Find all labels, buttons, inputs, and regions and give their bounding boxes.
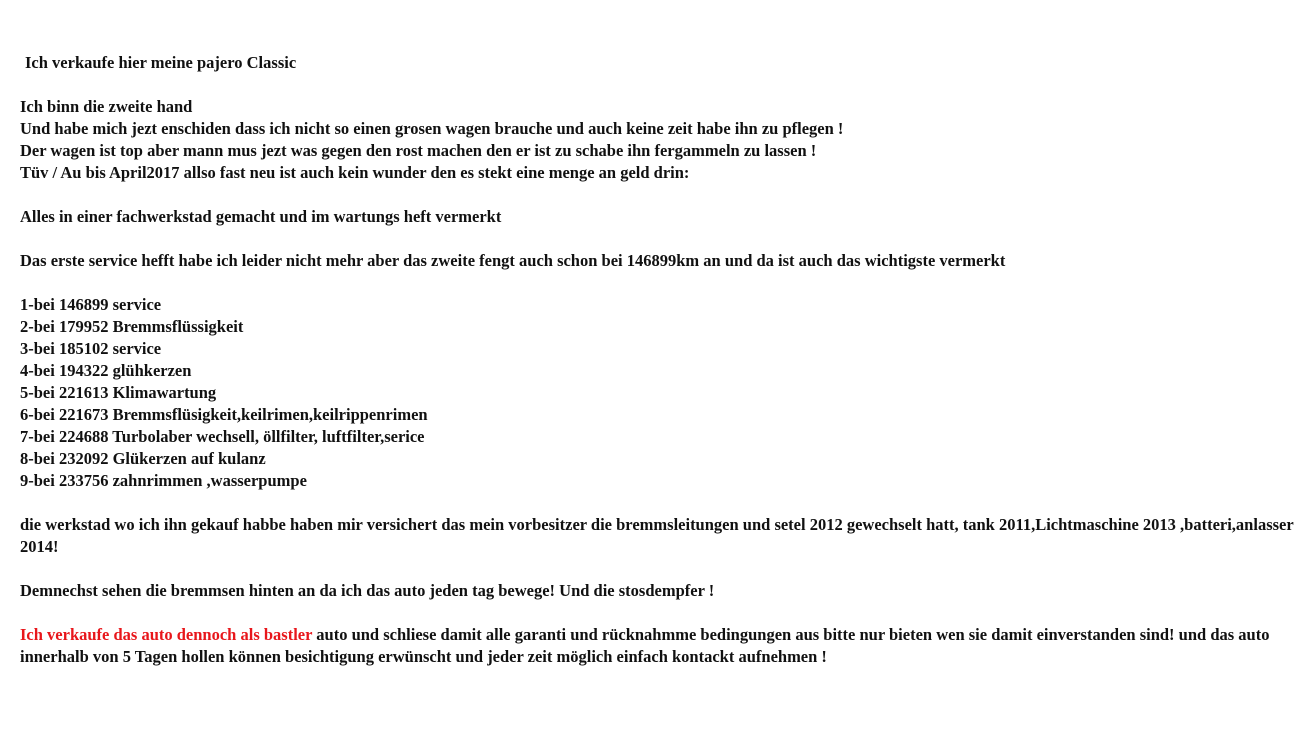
service-list-item: 6-bei 221673 Bremmsflüsigkeit,keilrimen,keilrippenrimen (20, 405, 428, 424)
spacer (20, 602, 1295, 624)
service-list-item: 2-bei 179952 Bremmsflüssigkeit (20, 317, 244, 336)
workshop-note: Alles in einer fachwerkstad gemacht und im wartungs heft vermerkt (20, 207, 502, 226)
service-list-item: 9-bei 233756 zahnrimmen ,wasserpumpe (20, 471, 307, 490)
intro-line: Ich binn die zweite hand (20, 97, 193, 116)
service-list-item: 8-bei 232092 Glükerzen auf kulanz (20, 449, 266, 468)
service-book-note: Das erste service hefft habe ich leider nicht mehr aber das zweite fengt auch schon bei 146899km an und da ist auch das wichtigste vermerkt (20, 251, 1006, 270)
service-list-item: 7-bei 224688 Turbolaber wechsell, öllfilter, luftfilter,serice (20, 427, 425, 446)
spacer (20, 228, 1295, 250)
spacer (20, 558, 1295, 580)
service-list-item: 5-bei 221613 Klimawartung (20, 383, 217, 402)
intro-line: Und habe mich jezt enschiden dass ich nicht so einen grosen wagen brauche und auch keine zeit habe ihn zu pflegen ! (20, 119, 844, 138)
previous-owner-note: die werkstad wo ich ihn gekauf habbe haben mir versichert das mein vorbesitzer die bremmsleitungen und setel 2012 gewechselt hatt, tank 2011,Lichtmaschine 2013 ,batteri,anlasser 2014! (20, 515, 1294, 556)
spacer (20, 184, 1295, 206)
service-list-item: 4-bei 194322 glühkerzen (20, 361, 192, 380)
spacer (20, 272, 1295, 294)
spacer (20, 492, 1295, 514)
sale-terms (20, 624, 1295, 668)
intro-line: Der wagen ist top aber mann mus jezt was gegen den rost machen den er ist zu schabe ihn fergammeln zu lassen ! (20, 141, 817, 160)
service-list-item: 3-bei 185102 service (20, 339, 162, 358)
service-list-item: 1-bei 146899 service (20, 295, 162, 314)
spacer (20, 74, 1295, 96)
sale-terms-highlight: Ich verkaufe das auto dennoch als bastler (20, 625, 313, 644)
sale-terms-text: auto und schliese damit alle garanti und rücknahmme bedingungen aus bitte nur bieten wen sie damit einverstanden sind! und das auto innerhalb von 5 Tagen hollen können besichtigung erwünscht und jeder zeit möglich einfach kontackt aufnehmen ! (20, 625, 1270, 666)
upcoming-repairs-note: Demnechst sehen die bremmsen hinten an da ich das auto jeden tag bewege! Und die stosdempfer ! (20, 581, 715, 600)
listing-title: Ich verkaufe hier meine pajero Classic (25, 53, 297, 72)
listing-description (20, 52, 1295, 668)
service-list (20, 294, 1295, 492)
intro-line: Tüv / Au bis April2017 allso fast neu ist auch kein wunder den es stekt eine menge an geld drin: (20, 163, 690, 182)
